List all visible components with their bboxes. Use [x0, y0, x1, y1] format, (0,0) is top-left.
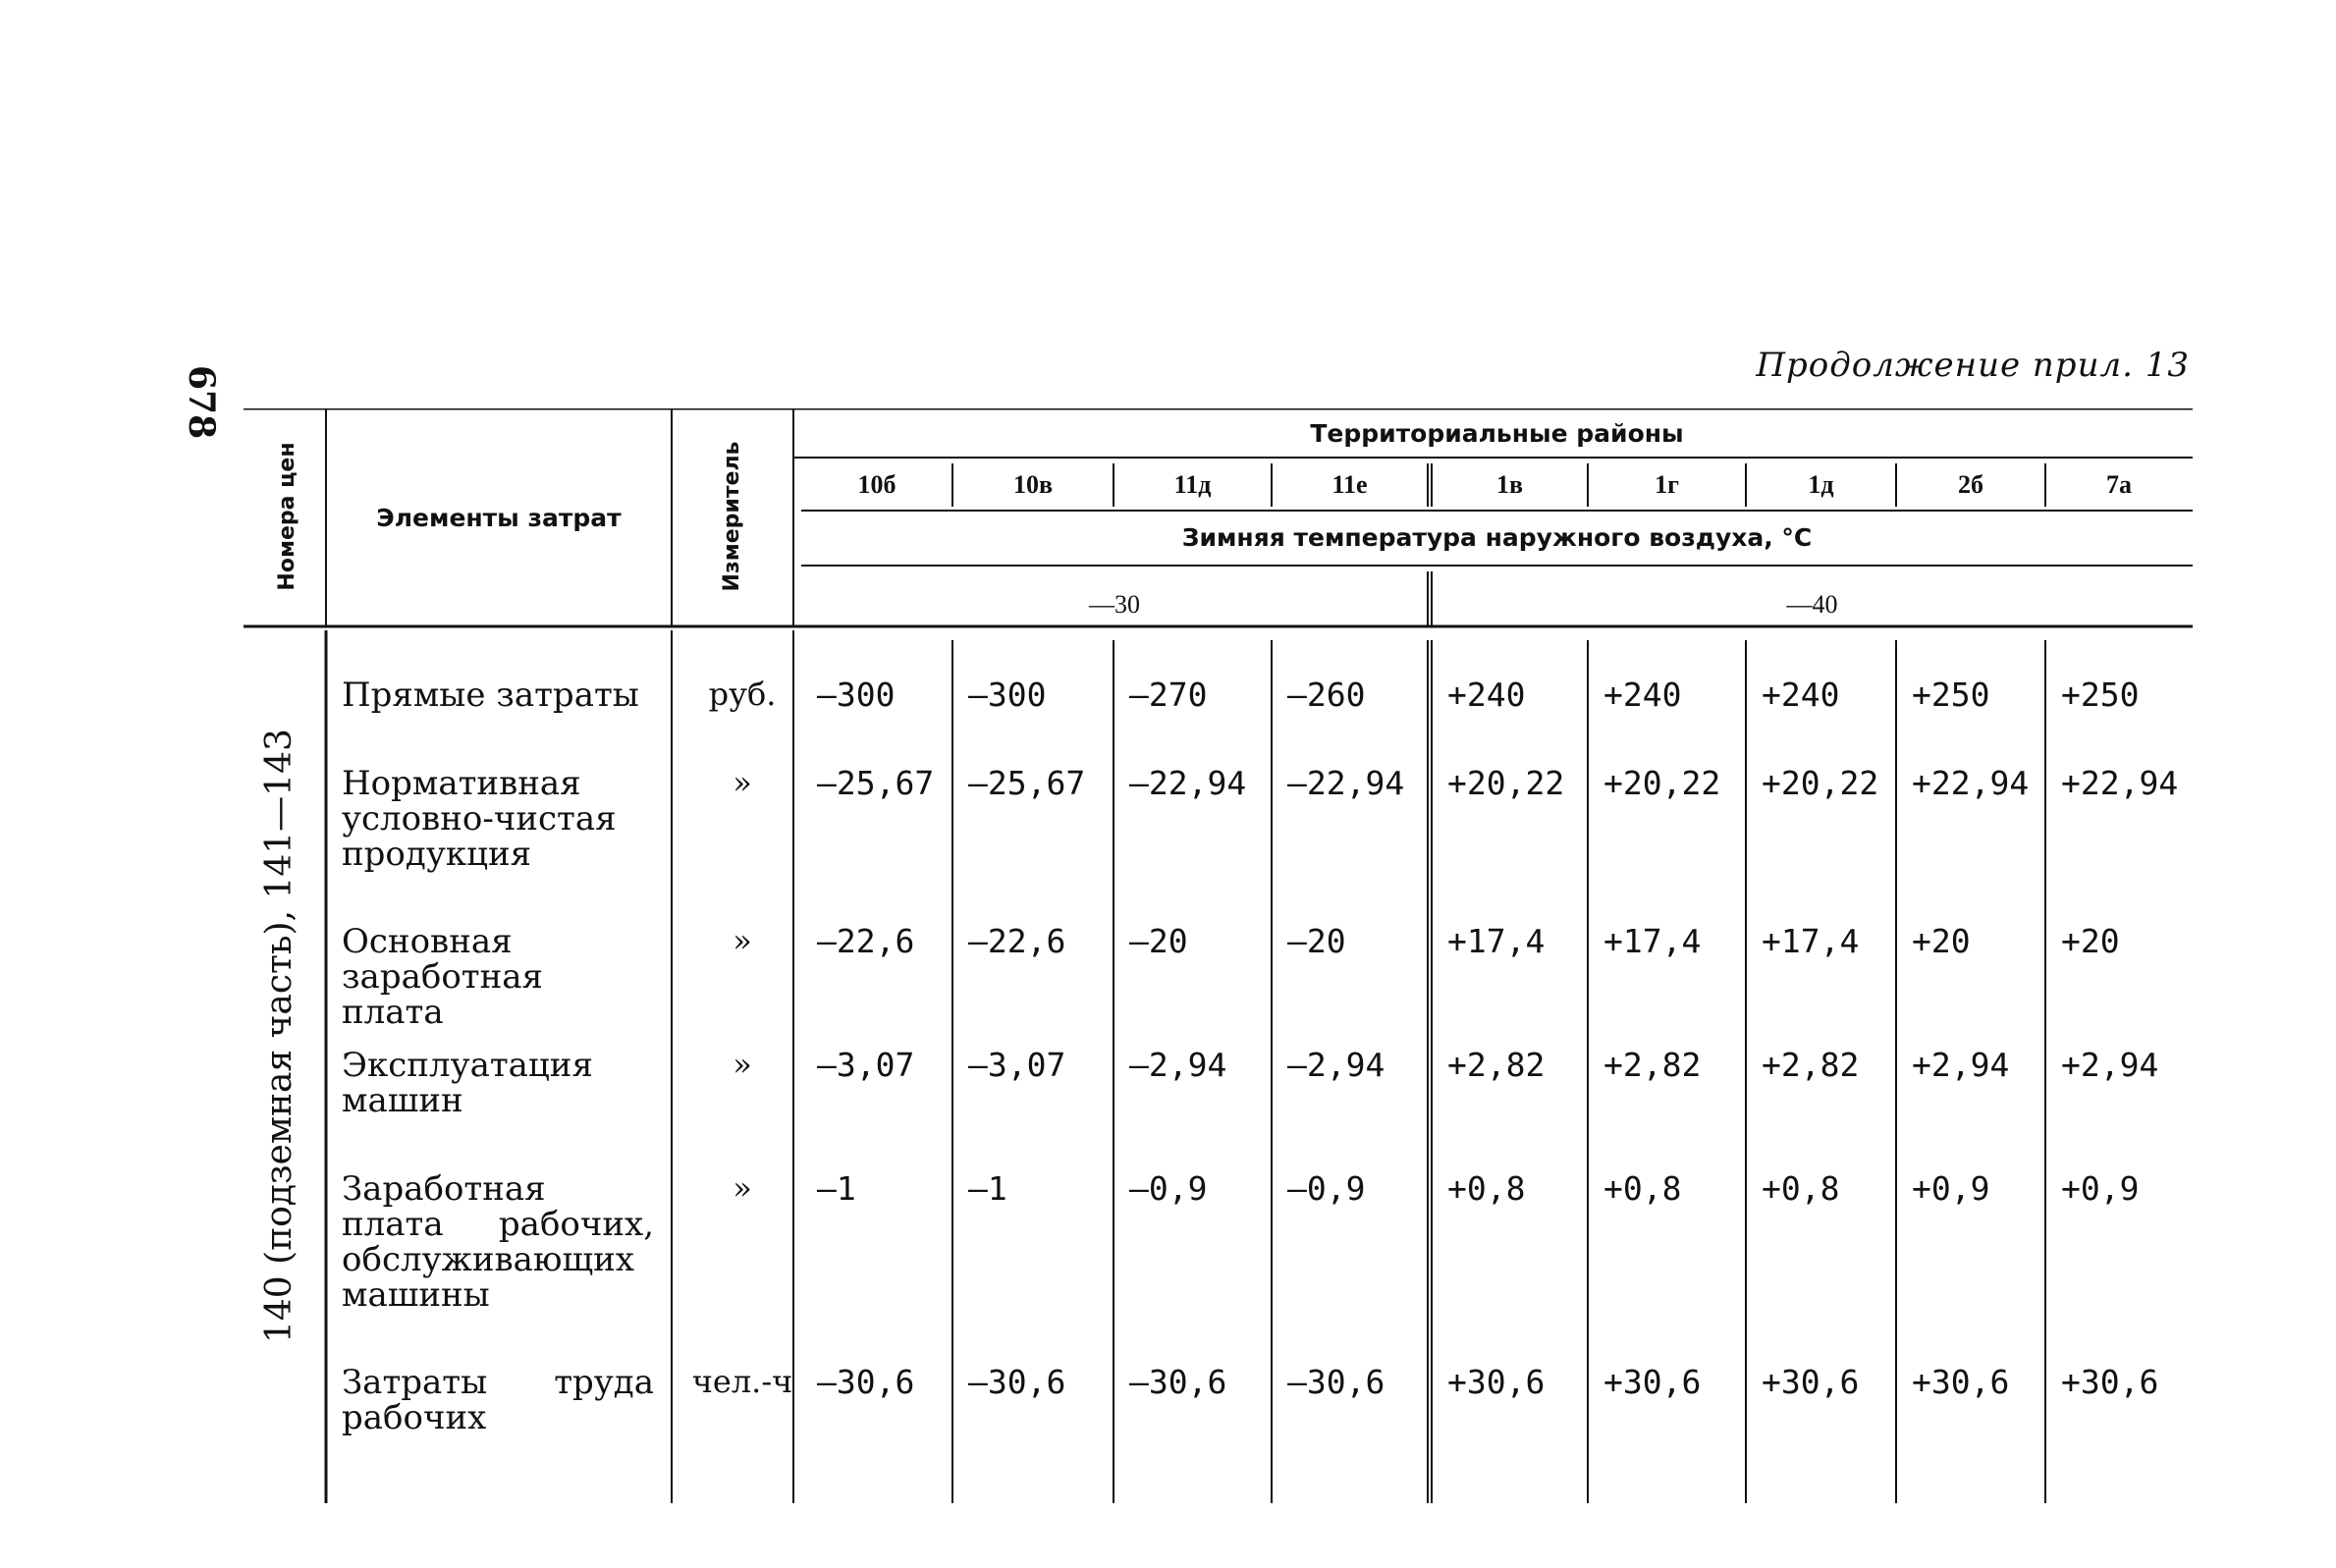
value-cell: +30,6: [1762, 1363, 1860, 1401]
value-cell: +17,4: [1603, 922, 1702, 960]
value-cell: +0,9: [1912, 1169, 1990, 1208]
value-cell: +20,22: [1762, 764, 1879, 802]
value-cell: +250: [1912, 676, 1990, 714]
value-cell: —25,67: [817, 764, 935, 802]
value-cell: +30,6: [1447, 1363, 1546, 1401]
value-cell: +0,9: [2061, 1169, 2140, 1208]
value-cell: +20: [1912, 922, 1971, 960]
value-cell: +20: [2061, 922, 2120, 960]
row-unit: »: [733, 922, 752, 959]
header-unit: Измеритель: [720, 441, 744, 592]
value-cell: —260: [1287, 676, 1366, 714]
value-cell: +2,82: [1603, 1046, 1702, 1084]
row-unit: чел.-ч: [691, 1363, 793, 1400]
header-cost-elements: Элементы затрат: [376, 504, 622, 532]
cost-table: [244, 408, 2193, 1503]
row-label: Заработная плата рабочих, обслуживающих машины: [342, 1169, 654, 1315]
value-cell: +22,94: [1912, 764, 2030, 802]
value-cell: +30,6: [1603, 1363, 1702, 1401]
value-cell: +20,22: [1603, 764, 1721, 802]
row-unit: »: [733, 764, 752, 801]
row-unit: руб.: [708, 676, 777, 713]
value-cell: +240: [1762, 676, 1840, 714]
value-cell: —3,07: [968, 1046, 1066, 1084]
value-cell: +0,8: [1603, 1169, 1682, 1208]
value-cell: —20: [1287, 922, 1346, 960]
region-code: 7а: [2106, 470, 2132, 499]
value-cell: +250: [2061, 676, 2140, 714]
row-label: Эксплуатация машин: [342, 1046, 593, 1120]
value-cell: —22,94: [1287, 764, 1405, 802]
value-cell: +240: [1603, 676, 1682, 714]
region-code: 1г: [1655, 470, 1679, 499]
temperature-group-1: —30: [1089, 590, 1140, 619]
page-number: 678: [181, 365, 222, 440]
value-cell: +240: [1447, 676, 1526, 714]
value-cell: —270: [1129, 676, 1208, 714]
region-code: 2б: [1958, 470, 1983, 499]
value-cell: —300: [968, 676, 1047, 714]
header-territorial-regions: Территориальные районы: [1310, 419, 1684, 448]
temperature-group-2: —40: [1786, 590, 1838, 619]
row-label: Прямые затраты: [342, 676, 639, 715]
value-cell: —0,9: [1129, 1169, 1208, 1208]
value-cell: —300: [817, 676, 896, 714]
value-cell: —22,94: [1129, 764, 1247, 802]
region-code: 11е: [1331, 470, 1368, 499]
value-cell: —22,6: [968, 922, 1066, 960]
value-cell: —30,6: [1129, 1363, 1227, 1401]
row-label: Затраты труда рабочих: [342, 1363, 654, 1437]
value-cell: —22,6: [817, 922, 915, 960]
value-cell: —3,07: [817, 1046, 915, 1084]
region-code: 10б: [857, 470, 896, 499]
value-cell: —2,94: [1129, 1046, 1227, 1084]
row-label: Основная заработная плата: [342, 922, 543, 1032]
value-cell: +2,94: [2061, 1046, 2159, 1084]
value-cell: +2,94: [1912, 1046, 2010, 1084]
value-cell: +17,4: [1762, 922, 1860, 960]
value-cell: —30,6: [1287, 1363, 1385, 1401]
value-cell: —20: [1129, 922, 1188, 960]
value-cell: +22,94: [2061, 764, 2179, 802]
value-cell: —2,94: [1287, 1046, 1385, 1084]
region-code: 11д: [1173, 470, 1212, 499]
row-label: Нормативная условно-чистая продукция: [342, 764, 617, 874]
header-winter-temperature: Зимняя температура наружного воздуха, °С: [1181, 523, 1813, 552]
continuation-caption: Продолжение прил. 13: [1756, 346, 2190, 385]
value-cell: +17,4: [1447, 922, 1546, 960]
price-group-label: 140 (подземная часть), 141—143: [259, 729, 299, 1343]
row-unit: »: [733, 1169, 752, 1207]
row-unit: »: [733, 1046, 752, 1083]
region-code: 1д: [1808, 470, 1834, 499]
value-cell: —1: [817, 1169, 856, 1208]
value-cell: +20,22: [1447, 764, 1565, 802]
value-cell: +30,6: [2061, 1363, 2159, 1401]
value-cell: —1: [968, 1169, 1007, 1208]
value-cell: +0,8: [1447, 1169, 1526, 1208]
value-cell: —30,6: [817, 1363, 915, 1401]
value-cell: +0,8: [1762, 1169, 1840, 1208]
value-cell: —25,67: [968, 764, 1086, 802]
header-price-numbers: Номера цен: [275, 442, 299, 591]
value-cell: +2,82: [1447, 1046, 1546, 1084]
value-cell: +2,82: [1762, 1046, 1860, 1084]
value-cell: —30,6: [968, 1363, 1066, 1401]
value-cell: +30,6: [1912, 1363, 2010, 1401]
value-cell: —0,9: [1287, 1169, 1366, 1208]
region-code: 1в: [1495, 470, 1524, 499]
region-code: 10в: [1012, 470, 1054, 499]
